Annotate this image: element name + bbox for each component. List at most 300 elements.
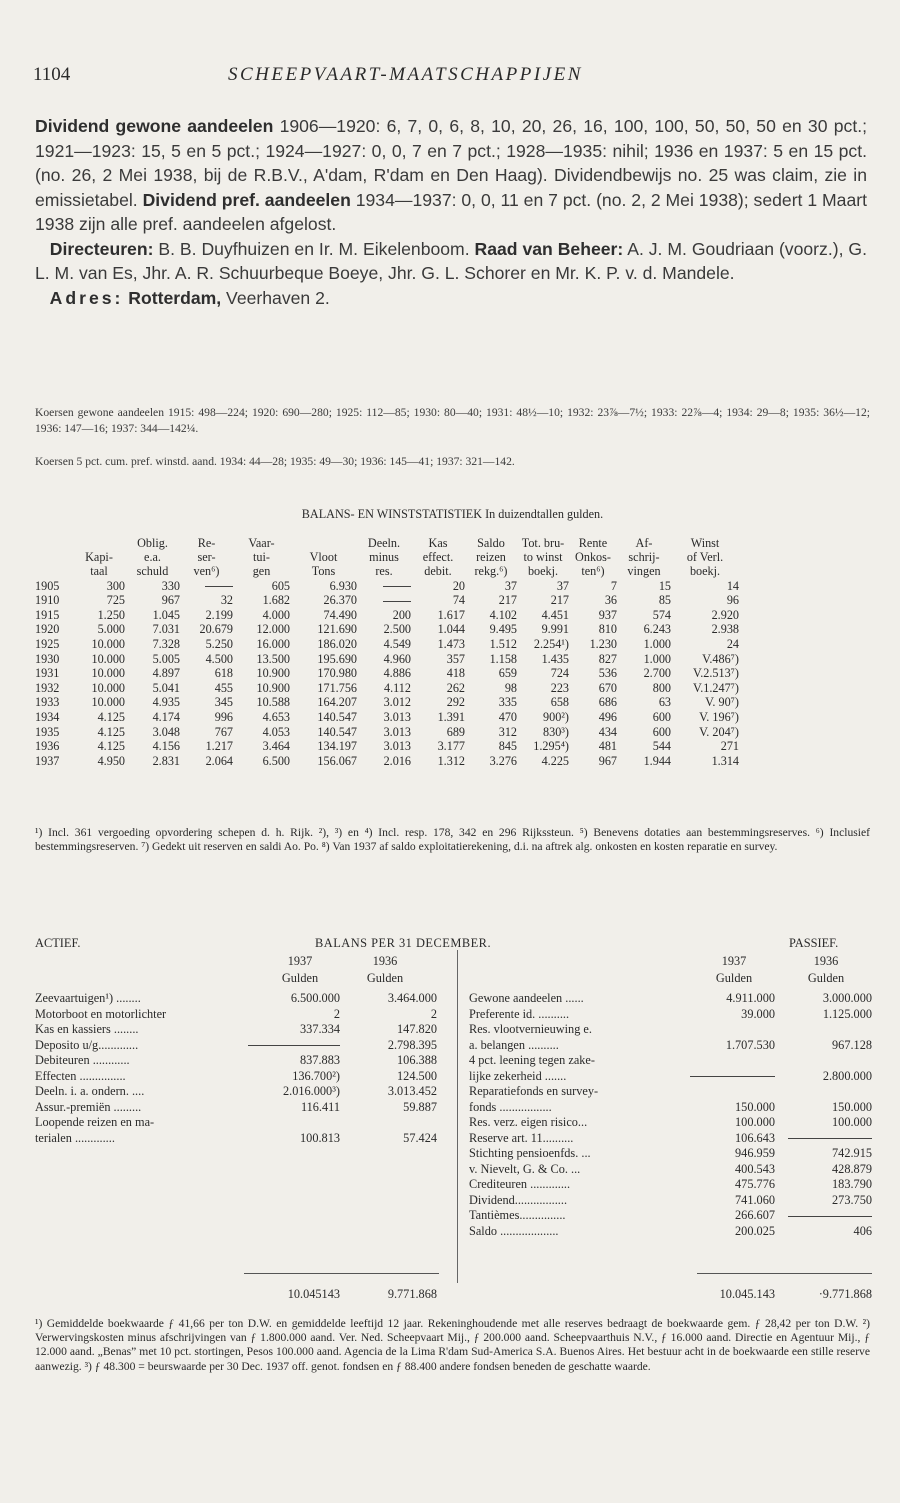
actief-row: [35, 1007, 445, 1022]
balans-title: BALANS PER 31 DECEMBER.: [315, 936, 492, 950]
stats-cell: 217: [550, 593, 569, 608]
balance-divider: [457, 950, 458, 1283]
stats-cell: 1.158: [489, 651, 517, 666]
stats-cell: 1.295⁴): [533, 739, 569, 754]
stats-header-row: [35, 550, 739, 564]
left-year-1936: 1936: [372, 954, 398, 968]
stats-cell: 937: [598, 607, 617, 622]
stats-cell: 32: [220, 593, 233, 608]
balans-footnote: ¹) Gemiddelde boekwaarde ƒ 41,66 per ton D.W. en gemiddelde leeftijd 12 jaar. Rekeninghoudende met alle reserves bedraagt de boekwaarde gem. ƒ 28,42 per ton D.W. ²) Verwervingskosten minus afschrijvingen van ƒ 1.800.000 aand. Ver. Ned. Scheepvaart Mij., ƒ 200.000 aand. Scheepvaarthuis N.V., ƒ 16.000 aand. Directie en Agentuur Mij., ƒ 12.000 aand. „Benas” met 10 pct. stortingen, Pesos 100.000 aand. Agencia de la Lima R'dam Sud-America S.A. Buenos Aires. Het bestuur acht in de boekwaarde een stille reserve aanwezig. ³) ƒ 48.300 = beurswaarde per 30 Dec. 1937 off. genot. fondsen en ƒ 88.400 andere fondsen beneden de geschatte waarde.: [35, 1317, 870, 1373]
stats-cell: 3.013: [383, 739, 411, 754]
stats-header-cell: ten⁶): [581, 564, 605, 579]
stats-cell: 10.900: [256, 666, 290, 681]
stats-cell: 3.048: [152, 724, 180, 739]
stats-header-cell: ven⁶): [193, 564, 220, 579]
stats-cell: 470: [498, 709, 517, 724]
passief-label: Stichting pensioenfds. ...: [469, 1146, 591, 1160]
actief-value-1936: 147.820: [397, 1022, 437, 1036]
passief-row: [469, 1208, 872, 1223]
stats-cell: 967: [161, 593, 180, 608]
stats-cell: 1.217: [205, 739, 233, 754]
actief-label: Zeevaartuigen¹) ........: [35, 991, 141, 1005]
actief-value-1937: 116.411: [300, 1099, 340, 1114]
passief-row: [469, 1007, 872, 1022]
stats-cell: 10.000: [91, 695, 125, 710]
koersen-pref: Koersen 5 pct. cum. pref. winstd. aand. 1934: 44—28; 1935: 49—30; 1936: 145—41; 1937: 321—142.: [35, 455, 515, 468]
stats-cell: 4.451: [541, 607, 569, 622]
stats-cell: 4.112: [384, 680, 411, 695]
stats-cell: 544: [652, 739, 671, 754]
actief-row: [35, 1100, 445, 1115]
stats-cell: 2.199: [205, 607, 233, 622]
stats-cell: 605: [271, 578, 290, 593]
stats-header-cell: Saldo: [477, 536, 505, 550]
passief-row: [469, 1115, 872, 1130]
stats-cell: 4.935: [152, 695, 180, 710]
stats-cell: 140.547: [317, 724, 357, 739]
stats-year-cell: 1905: [35, 578, 60, 593]
stats-cell: 4.960: [383, 651, 411, 666]
passief-row: [469, 1084, 872, 1099]
stats-header-cell: taal: [90, 564, 108, 579]
passief-label: Preferente id. ..........: [469, 1006, 570, 1021]
stats-cell: 10.588: [256, 695, 290, 710]
passief-value-1937: 200.025: [735, 1223, 775, 1238]
stats-cell: [357, 593, 411, 608]
passief-value-1936: 967.128: [832, 1037, 872, 1052]
stats-header-cell: schrij-: [628, 550, 660, 565]
stats-header-row: [35, 536, 739, 550]
stats-year-cell: 1930: [35, 651, 60, 666]
stats-cell: 618: [214, 666, 233, 681]
passief-label: Dividend.................: [469, 1192, 568, 1207]
stats-header-cell: vingen: [627, 564, 661, 579]
stats-header-cell: boekj.: [689, 564, 721, 579]
stats-cell: 600: [652, 724, 671, 739]
stats-cell: 74.490: [323, 607, 357, 622]
passief-value-1936: 1.125.000: [822, 1006, 872, 1021]
passief-label: Reparatiefonds en survey-: [469, 1084, 599, 1098]
stats-header-cell: tui-: [253, 550, 270, 565]
passief-label: Crediteuren .............: [469, 1177, 571, 1191]
stats-cell: 686: [598, 695, 617, 710]
stats-cell: 4.500: [205, 651, 233, 666]
stats-cell: 670: [598, 680, 617, 695]
stats-cell: 330: [161, 578, 180, 593]
stats-cell: 12.000: [256, 622, 290, 637]
stats-cell: 1.250: [97, 607, 125, 622]
stats-cell: 16.000: [256, 636, 290, 651]
stats-header-cell: e.a.: [144, 550, 161, 565]
passief-value-1937: 100.000: [735, 1115, 775, 1129]
stats-year-cell: 1925: [35, 636, 60, 651]
actief-label: Debiteuren ............: [35, 1053, 130, 1067]
adres-label: Adres:: [49, 287, 124, 308]
passief-label: Saldo ...................: [469, 1223, 559, 1238]
stats-cell: 13.500: [256, 651, 290, 666]
passief-row: [469, 1162, 872, 1177]
left-total-1936: 9.771.868: [387, 1287, 437, 1301]
stats-header-cell: debit.: [424, 564, 452, 579]
stats-cell: 5.000: [97, 622, 125, 637]
stats-header-cell: Af-: [635, 536, 653, 550]
stats-cell: 4.653: [262, 709, 290, 724]
passief-row: [469, 1022, 872, 1037]
actief-value-1936: 124.500: [397, 1068, 437, 1083]
passief-value-1937: 946.959: [735, 1146, 775, 1160]
stats-cell: 85: [658, 593, 671, 608]
stats-header-cell: Tons: [311, 564, 336, 579]
stats-cell: 24: [726, 636, 739, 651]
stats-cell: 600: [652, 709, 671, 724]
stats-cell: 9.991: [541, 622, 569, 637]
stats-cell: 536: [598, 666, 617, 681]
stats-cell: V.1.247⁷): [692, 680, 739, 695]
stats-header-cell: Onkos-: [575, 550, 611, 565]
passief-label: Res. vlootvernieuwing e.: [469, 1022, 592, 1036]
stats-cell: 223: [550, 680, 569, 695]
stats-cell: 74: [452, 593, 465, 608]
stats-cell: 9.495: [489, 622, 517, 637]
passief-label: Gewone aandeelen ......: [469, 991, 584, 1005]
stats-cell: 1.230: [589, 636, 617, 651]
stats-cell: 10.000: [91, 666, 125, 681]
passief-value-1936: 150.000: [832, 1099, 872, 1114]
stats-row: [35, 579, 739, 594]
stats-cell: 4.125: [97, 724, 125, 739]
passief-value-1937: 39.000: [741, 1006, 775, 1021]
stats-cell: 2.700: [643, 666, 671, 681]
stats-cell: 63: [658, 695, 671, 710]
stats-cell: 3.012: [383, 695, 411, 710]
stats-cell: 4.549: [383, 636, 411, 651]
stats-header-cell: schuld: [136, 564, 169, 579]
stats-year-cell: 1932: [35, 680, 60, 695]
dash-line: [205, 586, 233, 587]
stats-header-cell: Vaar-: [248, 536, 275, 550]
stats-cell: 4.000: [262, 607, 290, 622]
passief-label: Reserve art. 11..........: [469, 1130, 574, 1145]
left-total-1937: 10.045143: [287, 1287, 340, 1301]
actief-row: [35, 1131, 445, 1146]
stats-cell: 262: [446, 680, 465, 695]
dash-line: [383, 586, 411, 587]
stats-header-cell: [35, 550, 73, 564]
stats-cell: 300: [106, 578, 125, 593]
stats-cell: 1.314: [711, 753, 739, 768]
stats-cell: 1.512: [489, 636, 517, 651]
stats-cell: 4.102: [489, 607, 517, 622]
passief-value-1937: 106.643: [735, 1130, 775, 1145]
stats-cell: 4.053: [262, 724, 290, 739]
actief-row: [35, 991, 445, 1006]
stats-row: [35, 681, 739, 696]
stats-header-cell: to winst: [523, 550, 563, 565]
stats-cell: 659: [498, 666, 517, 681]
passief-label: PASSIEF.: [789, 936, 839, 950]
stats-cell: V. 196⁷): [699, 709, 739, 724]
stats-cell: V.2.513⁷): [692, 666, 739, 681]
stats-row: [35, 637, 739, 652]
actief-value-1936: 2.798.395: [387, 1037, 437, 1052]
passief-row: [469, 1100, 872, 1115]
actief-value-1937: 837.883: [300, 1053, 340, 1067]
stats-header-cell: Tot. bru-: [521, 536, 565, 550]
stats-cell: 996: [214, 709, 233, 724]
actief-label: terialen .............: [35, 1130, 115, 1145]
stats-cell: 2.500: [383, 622, 411, 637]
passief-row: [469, 1224, 872, 1239]
dividend-paragraph: [35, 114, 867, 310]
stats-cell: 2.254¹): [533, 636, 569, 651]
stats-cell: 4.886: [383, 666, 411, 681]
koersen-gewone: Koersen gewone aandeelen 1915: 498—224; 1920: 690—280; 1925: 112—85; 1930: 80—40; 1931: 48½—10; 1932: 23⅞—7½; 1933: 22⅞—4; 1934: 29—8; 1935: 36½—12; 1936: 147—16; 1937: 344—142¼.: [35, 406, 870, 435]
passief-value-1937: 741.060: [735, 1192, 775, 1207]
stats-cell: [180, 579, 233, 594]
stats-cell: 170.980: [317, 666, 357, 681]
stats-title: BALANS- EN WINSTSTATISTIEK In duizendtallen gulden.: [301, 507, 604, 521]
stats-cell: 2.938: [711, 622, 739, 637]
stats-header-cell: Vloot: [309, 550, 338, 565]
passief-row: [469, 1131, 872, 1146]
div-text: 1906—1920: 6, 7, 0, 6, 8, 10, 20, 26, 16, 100, 100, 50, 50, 50 en 30 pct.; 1921—1923: 15, 5 en 5 pct.; 1924—1927: 0, 0, 7 en 7 pct.; 1928—1935: nihil; 1936 en 1937: 5 en 15 pct. (no. 26, 2 Mei 1938, bij de R.B.V., A'dam, R'dam en Den Haag). Dividendbewijs no. 25 was claim, zie in emissietabel.: [35, 116, 867, 210]
stats-cell: 312: [498, 724, 517, 739]
actief-label: Deposito u/g.............: [35, 1037, 139, 1052]
actief-value-1937: 100.813: [300, 1130, 340, 1145]
stats-cell: 15: [658, 578, 671, 593]
dash-line: [788, 1138, 872, 1139]
stats-header-cell: [35, 564, 73, 578]
stats-cell: 455: [214, 680, 233, 695]
stats-cell: 5.041: [152, 680, 180, 695]
actief-row: [35, 1022, 445, 1037]
stats-footnote: ¹) Incl. 361 vergoeding opvordering schepen d. h. Rijk. ²), ³) en ⁴) Incl. resp. 178, 342 en 296 Rijkssteun. ⁵) Benevens dotaties aan bestemmingsreserves. ⁶) Inclusief bestemmingsreserven. ⁷) Gedekt uit reserven en saldi Ao. Po. ⁸) Van 1937 af saldo exploitatierekening, d.i. na aftrek alg. onkosten en kosten reparatie en survey.: [35, 826, 870, 854]
right-unit-1937: Gulden: [715, 971, 753, 985]
stats-cell: 724: [550, 666, 569, 681]
right-year-1937: 1937: [721, 954, 747, 968]
stats-cell: 689: [446, 724, 465, 739]
stats-cell: 481: [598, 739, 617, 754]
stats-header-cell: Re-: [197, 536, 216, 550]
stats-header-cell: boekj.: [527, 564, 559, 579]
stats-cell: 3.177: [437, 739, 465, 754]
adres-city: Rotterdam,: [128, 287, 222, 308]
passief-label: Res. verz. eigen risico...: [469, 1115, 588, 1129]
stats-header-cell: [35, 536, 73, 550]
actief-value-1936: 106.388: [397, 1053, 437, 1067]
stats-cell: 10.000: [91, 680, 125, 695]
actief-label: Deeln. i. a. ondern. ....: [35, 1084, 145, 1098]
stats-cell: 3.276: [489, 753, 517, 768]
stats-cell: 800: [652, 680, 671, 695]
stats-cell: 357: [446, 651, 465, 666]
passief-label: a. belangen ..........: [469, 1037, 559, 1052]
stats-cell: 96: [726, 593, 739, 608]
stats-cell: 335: [498, 695, 517, 710]
passief-value-1936: 2.800.000: [822, 1068, 872, 1083]
actief-row: [35, 1115, 445, 1130]
div-label: Dividend gewone aandeelen: [35, 116, 274, 136]
stats-header-cell: Deeln.: [367, 536, 401, 550]
right-total-1937: 10.045.143: [719, 1287, 775, 1301]
stats-cell: 4.125: [97, 709, 125, 724]
stats-cell: 200: [392, 607, 411, 622]
passief-row: [469, 1177, 872, 1192]
actief-label: Assur.-premiën .........: [35, 1099, 142, 1114]
stats-header-cell: res.: [375, 564, 393, 579]
stats-cell: 1.312: [437, 753, 465, 768]
stats-cell: 195.690: [317, 651, 357, 666]
stats-year-cell: 1920: [35, 622, 60, 637]
stats-header-cell: Oblig.: [137, 536, 168, 550]
passief-label: fonds .................: [469, 1099, 552, 1114]
stats-cell: 418: [446, 666, 465, 681]
stats-year-cell: 1934: [35, 709, 60, 724]
stats-year-cell: 1931: [35, 666, 60, 681]
stats-cell: 7.328: [152, 636, 180, 651]
stats-cell: V. 204⁷): [699, 724, 739, 739]
stats-cell: 1.944: [643, 753, 671, 768]
stats-cell: 3.464: [262, 739, 290, 754]
stats-cell: 186.020: [317, 636, 357, 651]
passief-value-1936: 406: [853, 1223, 872, 1238]
stats-cell: 2.831: [152, 753, 180, 768]
stats-cell: 6.930: [329, 578, 357, 593]
passief-row: [469, 991, 872, 1006]
passief-value-1937: 475.776: [735, 1177, 775, 1191]
passief-row: [469, 1053, 872, 1068]
stats-cell: 26.370: [323, 593, 357, 608]
passief-value-1936: 428.879: [832, 1161, 872, 1176]
stats-cell: 496: [598, 709, 617, 724]
stats-cell: 7.031: [152, 622, 180, 637]
stats-cell: 827: [598, 651, 617, 666]
stats-cell: 217: [498, 593, 517, 608]
stats-cell: 2.016: [383, 753, 411, 768]
stats-cell: 574: [652, 607, 671, 622]
stats-header-cell: effect.: [422, 550, 454, 565]
stats-cell: 4.225: [541, 753, 569, 768]
stats-cell: 271: [720, 739, 739, 754]
right-sum-line: [697, 1273, 872, 1274]
dash-line: [788, 1216, 872, 1217]
right-year-1936: 1936: [813, 954, 839, 968]
stats-cell: 20.679: [199, 622, 233, 637]
stats-row: [35, 652, 739, 667]
passief-value-1937: 150.000: [735, 1099, 775, 1114]
stats-cell: 900²): [543, 709, 569, 724]
actief-value-1937: 136.700²): [292, 1068, 340, 1083]
stats-cell: 4.125: [97, 739, 125, 754]
passief-value-1937: [684, 1069, 775, 1084]
stats-cell: 292: [446, 695, 465, 710]
passief-label: v. Nievelt, G. & Co. ...: [469, 1161, 581, 1176]
stats-cell: 171.756: [317, 680, 357, 695]
stats-cell: 3.013: [383, 709, 411, 724]
stats-row: [35, 754, 739, 769]
stats-cell: 658: [550, 695, 569, 710]
page-number: 1104: [33, 64, 71, 85]
stats-cell: 2.920: [711, 607, 739, 622]
stats-year-cell: 1933: [35, 695, 60, 710]
stats-row: [35, 725, 739, 740]
left-unit-1936: Gulden: [366, 971, 404, 985]
stats-cell: 5.250: [205, 636, 233, 651]
stats-cell: V. 90⁷): [705, 695, 739, 710]
stats-cell: 1.617: [437, 607, 465, 622]
passief-value-1936: 100.000: [832, 1115, 872, 1129]
stats-cell: 98: [504, 680, 517, 695]
stats-cell: 845: [498, 739, 517, 754]
stats-row: [35, 622, 739, 637]
stats-year-cell: 1910: [35, 593, 60, 608]
passief-row: [469, 1193, 872, 1208]
stats-cell: 6.500: [262, 753, 290, 768]
left-sum-line: [244, 1273, 439, 1274]
stats-header-cell: Rente: [578, 536, 608, 550]
stats-header-cell: of Verl.: [686, 550, 724, 565]
dir-label: Directeuren:: [49, 238, 154, 259]
left-year-1937: 1937: [287, 954, 313, 968]
pref-label: Dividend pref. aandeelen: [142, 189, 351, 210]
actief-label: Loopende reizen en ma-: [35, 1115, 155, 1129]
passief-row: [469, 1146, 872, 1161]
stats-year-cell: 1915: [35, 607, 60, 622]
stats-cell: 1.391: [437, 709, 465, 724]
actief-label: Effecten ...............: [35, 1068, 126, 1083]
actief-value-1936: 3.464.000: [387, 991, 437, 1005]
stats-row: [35, 608, 739, 623]
stats-cell: 4.897: [152, 666, 180, 681]
passief-row: [469, 1038, 872, 1053]
passief-label: lijke zekerheid .......: [469, 1068, 567, 1083]
stats-cell: 2.064: [205, 753, 233, 768]
stats-cell: 1.000: [643, 651, 671, 666]
stats-header-cell: gen: [252, 564, 271, 579]
stats-cell: 37: [504, 578, 517, 593]
stats-year-cell: 1935: [35, 724, 60, 739]
stats-cell: 10.900: [256, 680, 290, 695]
running-title: SCHEEPVAART-MAATSCHAPPIJEN: [228, 64, 583, 85]
stats-header-cell: Kas: [428, 536, 448, 550]
actief-value-1937: 6.500.000: [290, 991, 340, 1005]
raad-label: Raad van Beheer:: [474, 238, 624, 259]
pref-text: 1934—1937: 0, 0, 11 en 7 pct. (no. 2, 2 Mei 1938); sedert 1 Maart 1938 zijn alle pref. aandeelen afgelost.: [35, 189, 867, 234]
stats-header-cell: Winst: [690, 536, 720, 550]
stats-cell: 967: [598, 753, 617, 768]
stats-cell: 3.013: [383, 724, 411, 739]
stats-cell: 1.682: [262, 593, 290, 608]
right-unit-1936: Gulden: [807, 971, 845, 985]
stats-row: [35, 666, 739, 681]
stats-cell: 164.207: [317, 695, 357, 710]
right-total-1936: ·9.771.868: [818, 1287, 872, 1301]
actief-label: ACTIEF.: [35, 936, 81, 950]
stats-cell: 1.000: [643, 636, 671, 651]
actief-row: [35, 1038, 445, 1053]
passief-value-1936: 183.790: [832, 1177, 872, 1191]
stats-header-cell: ser-: [197, 550, 216, 565]
stats-cell: 6.243: [643, 622, 671, 637]
stats-header-cell: minus: [369, 550, 399, 565]
passief-value-1936: [782, 1208, 872, 1223]
stats-cell: [357, 579, 411, 594]
actief-value-1936: 2: [430, 1006, 437, 1021]
stats-cell: 20: [452, 578, 465, 593]
stats-cell: 10.000: [91, 651, 125, 666]
passief-value-1937: 1.707.530: [725, 1037, 775, 1052]
stats-header-cell: [290, 536, 357, 550]
